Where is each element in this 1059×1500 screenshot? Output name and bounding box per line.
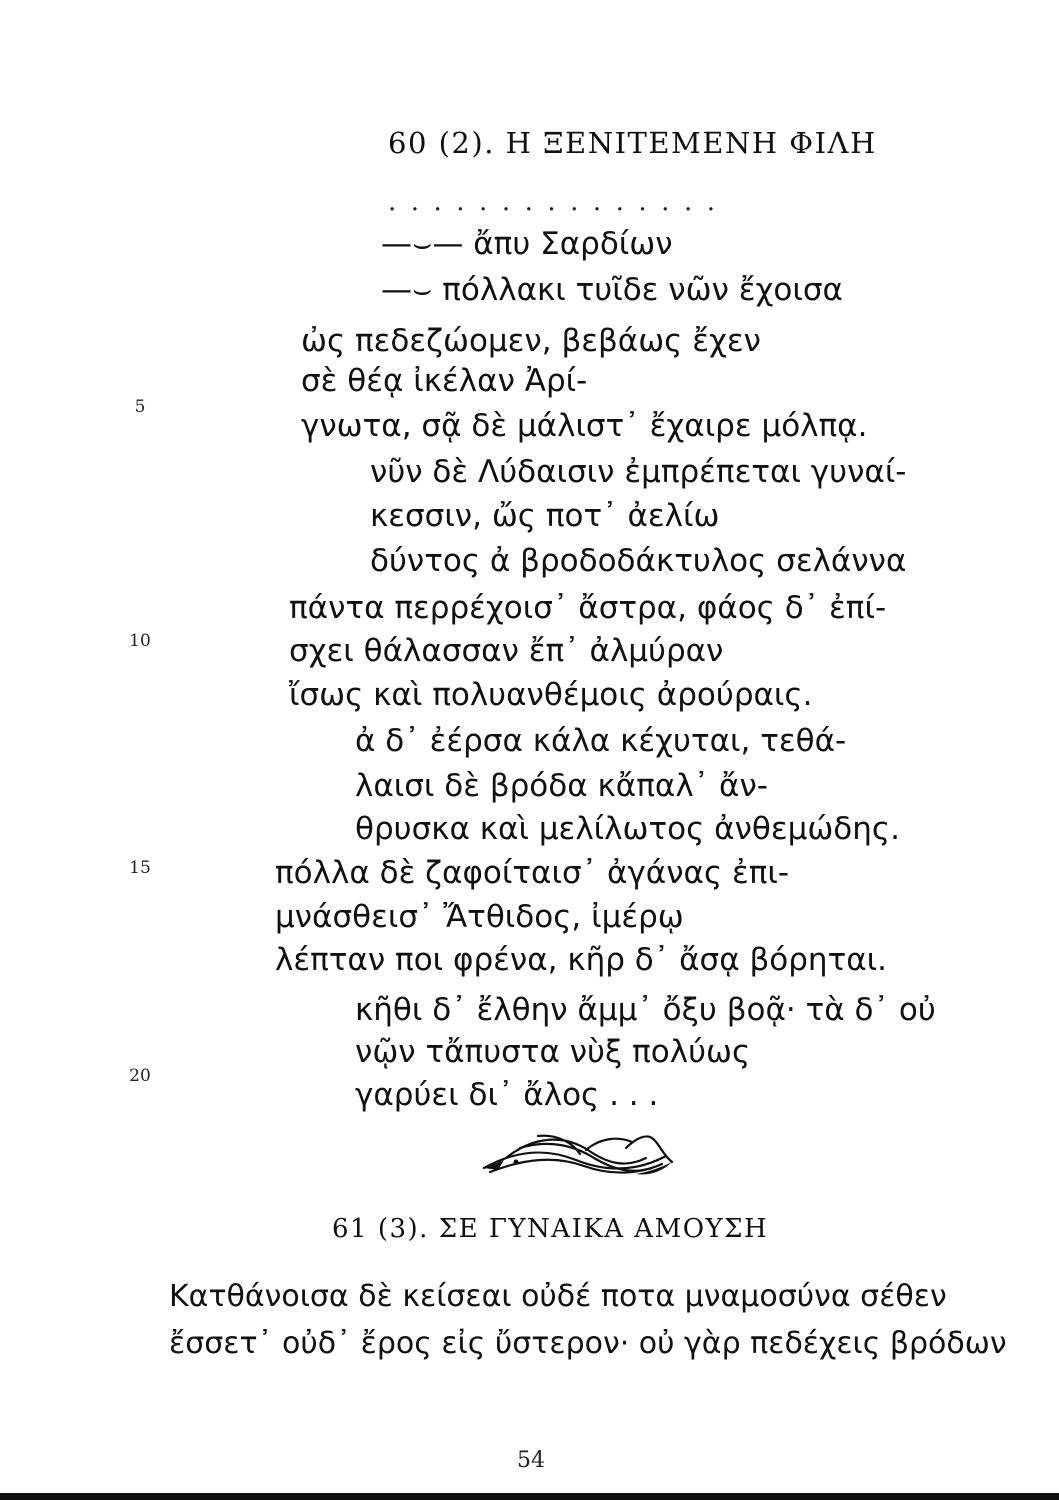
swan-flourish-icon bbox=[476, 1128, 676, 1186]
poem-60-line-9: πάντα περρέχοισ᾽ ἄστρα, φάος δ᾽ ἐπί- bbox=[289, 590, 887, 626]
line-number-15: 15 bbox=[129, 858, 151, 878]
line-number-20: 20 bbox=[129, 1066, 151, 1086]
poem-60-line-1: —⌣— ἄπυ Σαρδίων bbox=[381, 226, 673, 262]
ellipsis-row: ............... bbox=[388, 187, 730, 217]
poem-60-title: 60 (2). Η ΞΕΝΙΤΕΜΕΝΗ ΦΙΛΗ bbox=[388, 126, 877, 160]
poem-60-line-18: κῆθι δ᾽ ἔλθην ἄμμ᾽ ὄξυ βοᾷ· τὰ δ᾽ οὐ bbox=[355, 992, 936, 1028]
poem-61-line-2: ἔσσετ᾽ οὐδ᾽ ἔρος εἰς ὔστερον· οὐ γὰρ πεδέχεις βρόδων bbox=[169, 1326, 1007, 1361]
poem-61-title: 61 (3). ΣΕ ΓΥΝΑΙΚΑ ΑΜΟΥΣΗ bbox=[332, 1214, 769, 1244]
poem-60-line-2: —⌣ πόλλακι τυῖδε νῶν ἔχοισα bbox=[381, 272, 843, 308]
poem-60-line-19: νῷν τἄπυστα νὺξ πολύως bbox=[355, 1034, 751, 1070]
poem-60-line-8: δύντος ἀ βροδοδάκτυλος σελάννα bbox=[370, 543, 907, 579]
poem-60-line-10: σχει θάλασσαν ἔπ᾽ ἀλμύραν bbox=[289, 633, 724, 669]
scan-bottom-border bbox=[0, 1493, 1059, 1500]
poem-60-line-12: ἀ δ᾽ ἐέρσα κάλα κέχυται, τεθά- bbox=[355, 723, 847, 759]
poem-60-line-5: γνωτα, σᾷ δὲ μάλιστ᾽ ἔχαιρε μόλπᾳ. bbox=[301, 408, 868, 444]
poem-60-line-7: κεσσιν, ὤς ποτ᾽ ἀελίω bbox=[370, 498, 720, 534]
poem-60-line-6: νῦν δὲ Λύδαισιν ἐμπρέπεται γυναί- bbox=[370, 454, 907, 490]
poem-60-line-3: ὠς πεδεζώομεν, βεβάως ἔχεν bbox=[301, 323, 761, 359]
line-number-5: 5 bbox=[134, 397, 146, 417]
poem-60-line-13: λαισι δὲ βρόδα κἄπαλ᾽ ἄν- bbox=[355, 768, 768, 804]
poem-60-line-4: σὲ θέᾳ ἰκέλαν Ἀρί- bbox=[301, 363, 588, 399]
line-number-10: 10 bbox=[129, 631, 151, 651]
poem-60-line-11: ἴσως καὶ πολυανθέμοις ἀρούραις. bbox=[289, 677, 813, 713]
poem-60-line-20: γαρύει δι᾽ ἄλος . . . bbox=[355, 1077, 659, 1113]
poem-60-line-15: πόλλα δὲ ζαφοίταισ᾽ ἀγάνας ἐπι- bbox=[275, 855, 790, 891]
poem-60-line-17: λέπταν ποι φρένα, κῆρ δ᾽ ἄσᾳ βόρηται. bbox=[275, 942, 888, 978]
poem-61-line-1: Κατθάνοισα δὲ κείσεαι οὐδέ ποτα μναμοσύνα σέθεν bbox=[169, 1279, 947, 1314]
poem-60-line-14: θρυσκα καὶ μελίλωτος ἀνθεμώδης. bbox=[355, 811, 900, 847]
poem-60-line-16: μνάσθεισ᾽ Ἄτθιδος, ἰμέρῳ bbox=[275, 899, 684, 935]
page-number: 54 bbox=[517, 1448, 545, 1473]
